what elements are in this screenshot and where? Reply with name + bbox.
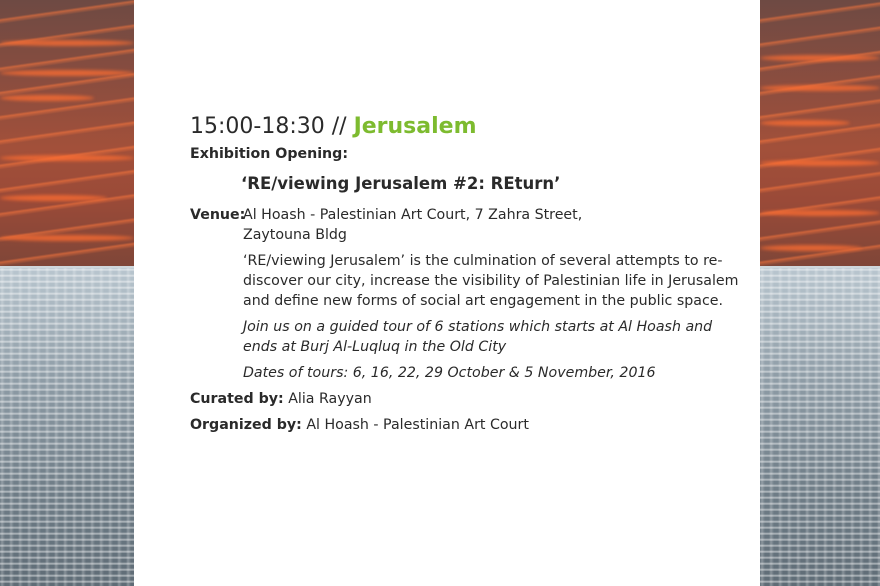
organizer-name: Al Hoash - Palestinian Art Court (306, 417, 529, 433)
cloud-streak (0, 235, 134, 241)
exhibition-title: ‘RE/viewing Jerusalem #2: REturn’ (241, 174, 561, 193)
event-heading (190, 112, 750, 142)
cloud-streak (760, 210, 880, 216)
cloud-streak (760, 120, 850, 126)
event-type-label: Exhibition Opening: (190, 146, 348, 162)
venue-row (190, 205, 750, 245)
left-sunset-sea-image (0, 0, 134, 586)
organized-row (190, 415, 750, 435)
cloud-streak (0, 40, 134, 46)
sparkling-sea (0, 268, 134, 586)
sparkling-sea (760, 268, 880, 586)
cloud-streak (0, 195, 107, 201)
event-description: ‘RE/viewing Jerusalem’ is the culmination of several attempts to re-discover our city, increase the visibility of Palestinian life in Jerusalem and define new forms of social art engagement in the public space. (243, 253, 739, 309)
tour-invitation: Join us on a guided tour of 6 stations which starts at Al Hoash and ends at Burj Al-Luqluq in the Old City (243, 319, 713, 355)
cloud-streak (760, 85, 880, 91)
curated-row (190, 389, 750, 409)
curated-label: Curated by: (190, 391, 284, 407)
heading-separator: // (324, 114, 354, 139)
cloud-streak (0, 70, 134, 76)
tour-dates: Dates of tours: 6, 16, 22, 29 October & 5 November, 2016 (243, 365, 656, 381)
curator-name: Alia Rayyan (288, 391, 372, 407)
event-time: 15:00-18:30 (190, 114, 325, 139)
organized-label: Organized by: (190, 417, 302, 433)
right-sunset-sea-image (760, 0, 880, 586)
sunset-sky (760, 0, 880, 268)
venue-label: Venue: (190, 207, 246, 223)
cloud-streak (760, 160, 880, 166)
cloud-streak (760, 245, 862, 251)
venue-address (243, 205, 582, 245)
venue-line-2: Zaytouna Bldg (243, 227, 347, 243)
cloud-streak (0, 155, 134, 161)
event-city: Jerusalem (353, 114, 477, 139)
venue-line-1: Al Hoash - Palestinian Art Court, 7 Zahra Street, (243, 207, 583, 223)
cloud-streak (0, 95, 94, 101)
cloud-streak (760, 55, 880, 61)
event-info (190, 112, 750, 435)
